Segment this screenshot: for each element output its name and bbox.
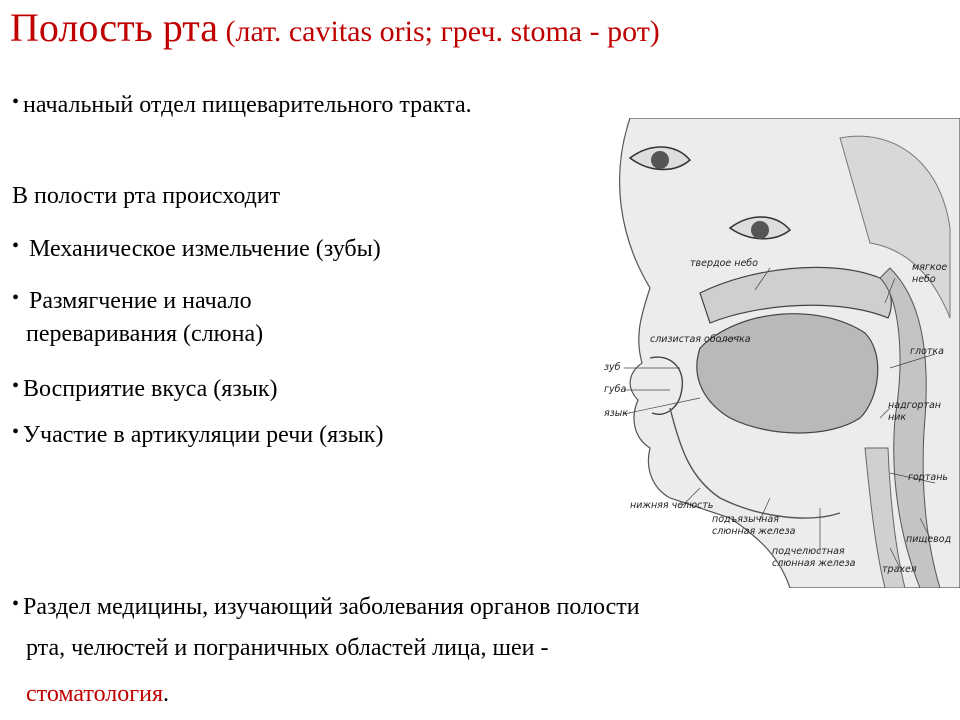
intro-bullet-item — [12, 88, 472, 119]
bullet-icon: • — [12, 235, 20, 257]
function-item-taste — [12, 372, 278, 403]
label-hard-palate: твердое небо — [690, 258, 758, 269]
dentistry-term: стоматология — [26, 681, 163, 707]
label-trachea: трахея — [882, 564, 917, 575]
function-item-teeth — [12, 232, 381, 263]
footer-line-1: Раздел медицины, изучающий заболевания органов полости — [23, 594, 640, 620]
label-sublingual-1: подъязычная — [712, 514, 779, 525]
label-sublingual-2: слюнная железа — [712, 526, 796, 537]
label-epiglottis-2: ник — [888, 412, 907, 423]
label-submandibular-1: подчелюстная — [772, 546, 845, 557]
label-mucosa: слизистая оболочка — [650, 334, 751, 345]
eye-lower-iris — [751, 221, 769, 239]
bullet-icon: • — [12, 593, 20, 615]
footer-period: . — [162, 681, 169, 707]
function-text: Участие в артикуляции речи (язык) — [23, 422, 384, 448]
title-subtitle: (лат. cavitas oris; греч. stoma - рот) — [218, 15, 660, 48]
footer-line-3 — [26, 680, 169, 708]
section-heading: В полости рта происходит — [12, 183, 281, 209]
label-mandible: нижняя челюсть — [630, 500, 714, 511]
label-soft-palate-1: мягкое — [912, 262, 948, 273]
bullet-icon: • — [12, 421, 20, 443]
label-epiglottis-1: надгортан — [888, 400, 942, 411]
function-text: Механическое измельчение (зубы) — [29, 236, 381, 262]
intro-bullet-text: начальный отдел пищеварительного тракта. — [23, 92, 472, 118]
label-lip: губа — [604, 384, 627, 395]
label-soft-palate-2: небо — [912, 274, 936, 285]
label-pharynx: глотка — [910, 346, 944, 357]
label-submandibular-2: слюнная железа — [772, 558, 856, 569]
label-tooth: зуб — [604, 362, 621, 373]
function-text: Восприятие вкуса (язык) — [23, 376, 278, 402]
label-tongue: язык — [604, 408, 629, 419]
footer-line-2: рта, челюстей и пограничных областей лица, шеи - — [26, 635, 549, 661]
oral-cavity-illustration — [590, 118, 960, 588]
label-esophagus: пищевод — [906, 534, 952, 545]
bullet-icon: • — [12, 287, 20, 309]
function-text: Размягчение и начало — [29, 288, 252, 314]
title-main: Полость рта — [10, 5, 218, 50]
eye-upper-iris — [651, 151, 669, 169]
bullet-icon: • — [12, 91, 20, 113]
function-item-speech — [12, 418, 383, 449]
function-text-continuation: переваривания (слюна) — [26, 321, 264, 347]
bullet-icon: • — [12, 375, 20, 397]
function-item-saliva — [12, 284, 252, 315]
footer-bullet-item — [12, 590, 640, 621]
label-larynx: гортань — [908, 472, 948, 483]
slide-title — [10, 4, 660, 51]
